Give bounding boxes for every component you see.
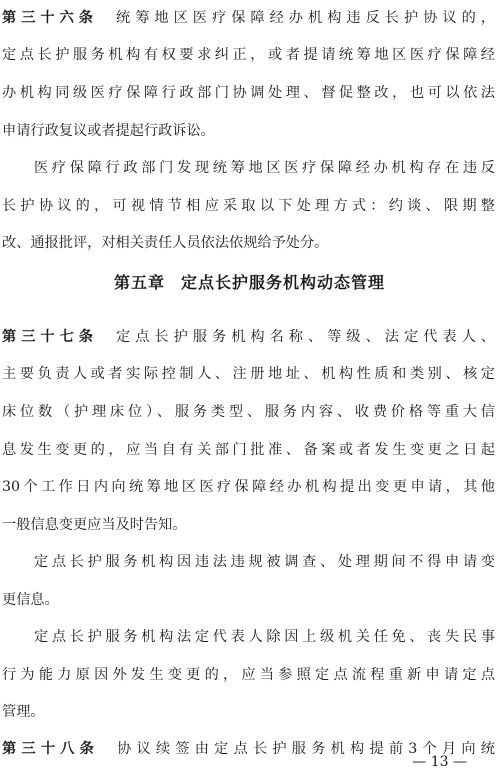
chapter-number: 第五章 [113,273,165,292]
article-36-line-4: 申请行政复议或者提起行政诉讼。 [2,123,215,139]
chapter-title: 定点长护服务机构动态管理 [181,273,386,292]
article-37-line-2: 主要负责人或者实际控制人、注册地址、机构性质和类别、核定 [2,366,495,382]
article-37-para2-line-1: 定点长护服务机构因违法违规被调查、处理期间不得申请变 [34,554,495,570]
article-37-line-4: 息发生变更的，应当自有关部门批准、备案或者发生变更之日起 [2,442,495,458]
article-37-label: 第三十七条 [2,329,98,345]
article-38-label: 第三十八条 [2,741,100,757]
article-37-text: 定点长护服务机构名称、等级、法定代表人、 [116,329,495,345]
article-37-para3-line-2: 行为能力原因外发生变更的，应当参照定点流程重新申请定点 [2,667,495,683]
article-36-para2-line-3: 改、通报批评，对相关责任人员依法依规给予处分。 [2,235,329,251]
article-36-line-2: 定点长护服务机构有权要求纠正，或者提请统筹地区医疗保障经 [2,47,495,63]
article-37-para2-line-2: 更信息。 [2,592,59,608]
article-36-label: 第三十六条 [2,10,98,26]
article-37-line-5: 30个工作日内向统筹地区医疗保障经办机构提出变更申请，其他 [2,479,495,495]
page-number: — 13 — [412,754,467,770]
article-36-para2-line-1: 医疗保障行政部门发现统筹地区医疗保障经办机构存在违反 [34,160,495,176]
article-36-line-1 [2,8,495,28]
article-37-line-1 [2,327,495,347]
article-36-line-3: 办机构同级医疗保障行政部门协调处理、督促整改，也可以依法 [2,85,495,101]
article-37-line-6: 一般信息变更应当及时告知。 [2,517,187,533]
article-37-line-3: 床位数（护理床位）、服务类型、服务内容、收费价格等重大信 [2,404,495,420]
article-37-para3-line-3: 管理。 [2,704,45,720]
article-36-text: 统筹地区医疗保障经办机构违反长护协议的， [116,10,495,26]
article-38-text: 协议续签由定点长护服务机构提前3个月向统 [117,741,495,757]
article-37-para3-line-1: 定点长护服务机构法定代表人除因上级机关任免、丧失民事 [34,629,495,645]
chapter-heading [0,271,499,295]
article-36-para2-line-2: 长护协议的，可视情节相应采取以下处理方式：约谈、限期整 [2,198,495,214]
